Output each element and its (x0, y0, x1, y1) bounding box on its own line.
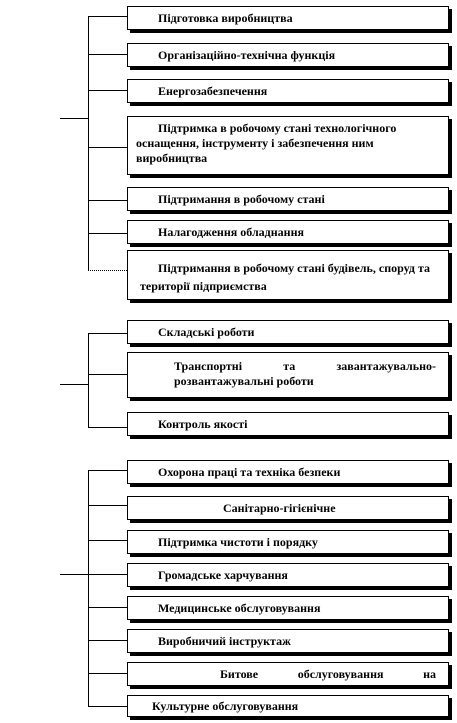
function-box (127, 187, 449, 211)
function-box (127, 352, 449, 398)
connector (88, 147, 127, 148)
group-1-root-line (60, 118, 88, 119)
connector (88, 54, 127, 55)
function-box (127, 629, 449, 653)
connector (88, 540, 127, 541)
function-label: Охорона праці та техніка безпеки (158, 465, 341, 479)
function-box (127, 6, 449, 30)
function-label: Громадське харчування (158, 568, 288, 582)
group-2-spine (88, 333, 89, 427)
function-box (127, 412, 449, 436)
function-box (127, 695, 449, 717)
function-label: Підтримка в робочому стані технологічного оснащення, інструменту і забезпечення ним виробництва (136, 121, 397, 165)
function-label: Підтримання в робочому стані будівель, споруд та території підприємства (140, 261, 430, 293)
function-label: Санітарно-гігієнічне (223, 501, 336, 515)
connector (88, 470, 127, 471)
function-box (127, 320, 449, 344)
function-label: Підготовка виробництва (158, 11, 293, 25)
function-box (127, 250, 449, 300)
function-label: Налагодження обладнання (158, 225, 304, 239)
function-box (127, 220, 449, 244)
function-label: Виробничий інструктаж (158, 634, 291, 648)
connector (88, 16, 127, 17)
function-box (127, 460, 449, 484)
function-label: Культурне обслуговування (152, 699, 299, 713)
connector (88, 333, 127, 334)
group-2-root-line (60, 384, 88, 385)
function-box (127, 496, 449, 520)
function-box (127, 116, 449, 175)
function-label: Організаційно-технічна функція (158, 48, 336, 62)
connector (88, 505, 127, 506)
connector (88, 607, 127, 608)
connector (88, 673, 127, 674)
function-label: Підтримання в робочому стані (158, 192, 325, 206)
function-label: Медицинське обслуговування (158, 601, 321, 615)
function-box (127, 662, 449, 686)
connector (88, 574, 127, 575)
connector (88, 427, 127, 428)
function-label: Підтримка чистоти і порядку (158, 535, 318, 549)
connector (88, 640, 127, 641)
function-box (127, 43, 449, 67)
function-box (127, 596, 449, 620)
function-box (127, 563, 449, 587)
connector (88, 270, 127, 271)
connector (88, 374, 127, 375)
group-3-root-line (60, 574, 88, 575)
function-label: Транспортні та завантажувально-розвантажувальні роботи (174, 359, 436, 388)
function-label: Енергозабезпечення (158, 84, 268, 98)
connector (88, 706, 127, 707)
function-box (127, 79, 449, 103)
function-box (127, 530, 449, 554)
connector (88, 90, 127, 91)
function-label: Складські роботи (158, 325, 255, 339)
function-label: Контроль якості (158, 417, 248, 431)
connector (88, 233, 127, 234)
function-label: Битове обслуговування на (220, 667, 436, 681)
connector (88, 200, 127, 201)
